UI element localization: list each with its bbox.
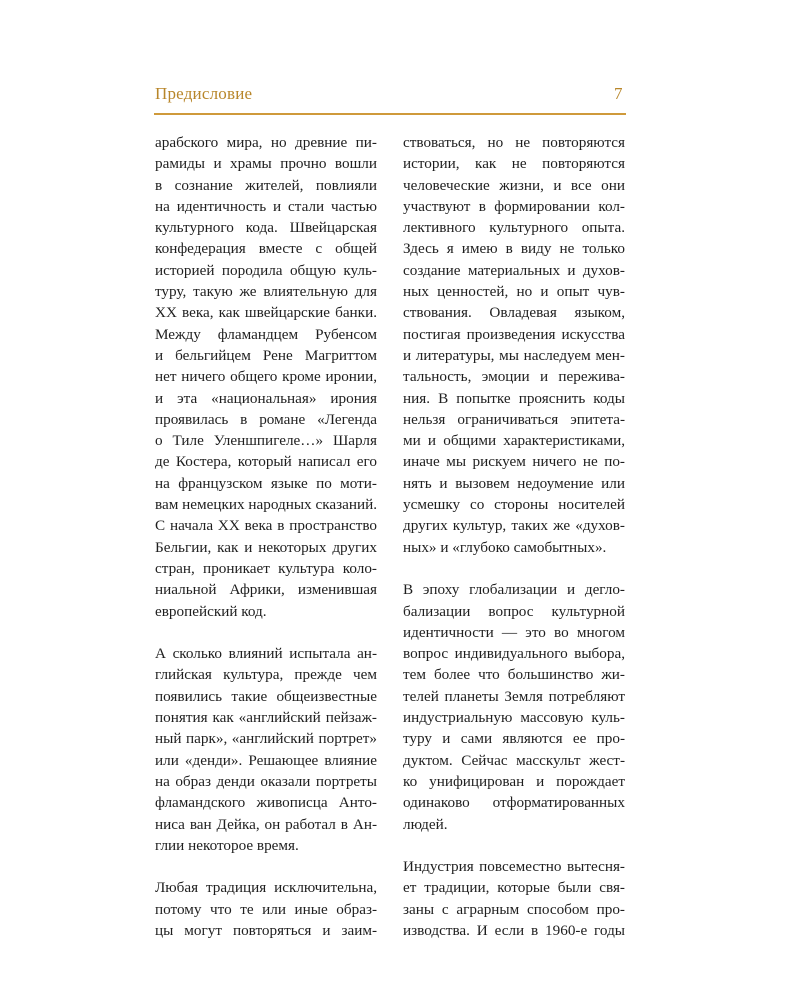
text-line: рамиды и храмы прочно вошли [155, 155, 377, 173]
text-line: постигая произведения искусства [403, 325, 625, 343]
paragraph [403, 579, 625, 835]
text-line: проявилась в романе «Легенда [155, 410, 377, 428]
text-line: участвуют в формировании кол- [403, 197, 625, 215]
text-line: арабского мира, но древние пи- [155, 134, 377, 151]
text-line: лективного культурного опыта. [403, 219, 625, 237]
text-line: создание материальных и духов- [403, 261, 625, 279]
paragraph-gap [155, 856, 377, 877]
text-line: А сколько влияний испытала ан- [155, 645, 377, 663]
text-line: Здесь я имею в виду не только [403, 240, 625, 258]
text-line: ниса ван Дейка, он работал в Ан- [155, 815, 377, 833]
text-line: появились такие общеизвестные [155, 687, 377, 705]
paragraph [155, 643, 377, 856]
text-line: людей. [403, 815, 448, 833]
text-line: XX века, как швейцарские банки. [155, 304, 377, 322]
text-line: изводства. И если в 1960-е годы [403, 921, 625, 939]
text-line: ствования. Овладевая языком, [403, 304, 625, 322]
text-line: вам немецких народных сказаний. [155, 496, 377, 514]
paragraph-gap [403, 558, 625, 579]
text-line: ных ценностей, но и опыт чув- [403, 283, 625, 301]
text-line: и бельгийцем Рене Магриттом [155, 346, 377, 364]
text-line: Индустрия повсеместно вытесня- [403, 858, 625, 876]
paragraph-gap [155, 622, 377, 643]
text-line: истории, как не повторяются [403, 155, 625, 173]
text-line: ных» и «глубоко самобытных». [403, 538, 607, 556]
running-header-title: Предисловие [155, 84, 253, 103]
text-line: ет традиции, которые были свя- [403, 879, 625, 897]
text-line: телей планеты Земля потребляют [403, 687, 625, 705]
text-line: Между фламандцем Рубенсом [155, 325, 377, 343]
text-line: бализации вопрос культурной [403, 602, 625, 620]
text-line: других культур, таких же «духов- [403, 517, 625, 535]
paragraph [155, 132, 377, 622]
text-line: европейский код. [155, 602, 267, 620]
text-line: дуктом. Сейчас масскульт жест- [403, 751, 625, 769]
text-line: и эта «национальная» ирония [155, 389, 377, 407]
text-line: идентичности — это во многом [403, 623, 625, 641]
text-line: тальность, эмоции и пережива- [403, 368, 625, 386]
text-line: на французском языке по моти- [155, 474, 377, 492]
text-line: ствоваться, но не повторяются [403, 134, 625, 151]
text-line: цы могут повторяться и заим- [155, 921, 377, 939]
text-line: В эпоху глобализации и дегло- [403, 581, 625, 599]
text-line: и литературы, мы наследуем мен- [403, 346, 625, 364]
paragraph-gap [403, 835, 625, 856]
text-line: нет ничего общего кроме иронии, [155, 368, 377, 386]
text-line: глии некоторое время. [155, 836, 299, 854]
text-line: о Тиле Уленшпигеле…» Шарля [155, 432, 377, 450]
text-line: усмешку со стороны носителей [403, 496, 625, 514]
paragraph [155, 877, 377, 941]
text-line: ния. В попытке прояснить коды [403, 389, 625, 407]
right-text-column [403, 132, 625, 941]
text-line: одинаково отформатированных [403, 794, 625, 812]
text-line: человеческие жизни, и все они [403, 176, 625, 194]
text-line: ми и общими характеристиками, [403, 432, 625, 450]
text-line: культурного кода. Швейцарская [155, 219, 377, 237]
text-line: ниальной Африки, изменившая [155, 581, 377, 599]
text-line: С начала XX века в пространство [155, 517, 377, 535]
text-line: ко унифицирован и порождает [403, 772, 625, 790]
text-line: фламандского живописца Анто- [155, 794, 377, 812]
header-divider [154, 113, 626, 115]
paragraph [403, 132, 625, 558]
text-line: заны с аграрным способом про- [403, 900, 625, 918]
text-line: нять и вызовем недоумение или [403, 474, 625, 492]
left-text-column [155, 132, 377, 941]
text-line: или «денди». Решающее влияние [155, 751, 377, 769]
text-line: де Костера, который написал его [155, 453, 377, 471]
text-line: в сознание жителей, повлияли [155, 176, 377, 194]
text-line: на идентичность и стали частью [155, 197, 377, 215]
text-line: Бельгии, как и некоторых других [155, 538, 377, 556]
text-line: на образ денди оказали портреты [155, 772, 377, 790]
text-line: нельзя ограничиваться эпитета- [403, 410, 625, 428]
text-line: понятия как «английский пейзаж- [155, 709, 377, 727]
text-line: историей породила общую куль- [155, 261, 377, 279]
text-line: туру и сами являются ее про- [403, 730, 625, 748]
text-line: иначе мы рискуем ничего не по- [403, 453, 625, 471]
text-line: конфедерация вместе с общей [155, 240, 377, 258]
paragraph [403, 856, 625, 941]
text-line: ный парк», «английский портрет» [155, 730, 377, 748]
text-line: глийская культура, прежде чем [155, 666, 377, 684]
page-number: 7 [614, 84, 623, 103]
text-line: туру, такую же влиятельную для [155, 283, 377, 301]
text-line: вопрос индивидуального выбора, [403, 645, 625, 663]
text-line: потому что те или иные образ- [155, 900, 377, 918]
text-line: индустриальную массовую куль- [403, 709, 625, 727]
text-line: тем более что большинство жи- [403, 666, 625, 684]
text-line: стран, проникает культура коло- [155, 559, 377, 577]
text-line: Любая традиция исключительна, [155, 879, 377, 897]
